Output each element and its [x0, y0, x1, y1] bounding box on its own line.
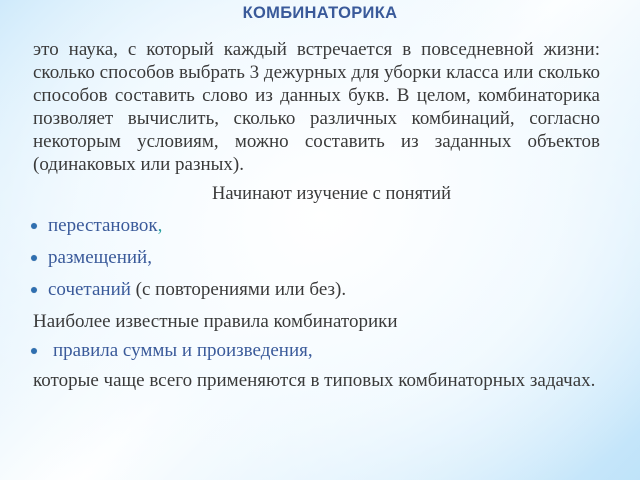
intro-paragraph: это наука, с который каждый встречается в повседневной жизни: сколько способов выбрать 3 дежурных для уборки класса или сколько способов составить слово из данных букв. В целом, комбинаторика позволяет вычислить, сколько различных комбинаций, согласно некоторым условиям, можно составить из заданных объектов (одинаковых или разных).	[33, 39, 600, 175]
concepts-heading: Начинают изучение с понятий	[212, 184, 451, 204]
concepts-list	[31, 214, 600, 302]
rules-heading: Наиболее известные правила комбинаторики	[33, 311, 398, 332]
bullet-icon	[31, 287, 37, 293]
bullet-icon	[31, 348, 37, 354]
rules-term: правила суммы и произведения,	[53, 340, 313, 361]
list-item	[31, 214, 600, 238]
concept-suffix: (с повторениями или без).	[130, 279, 347, 300]
bullet-icon	[31, 255, 37, 261]
list-item	[31, 246, 600, 270]
list-item	[31, 278, 600, 302]
rules-list-item	[31, 339, 600, 363]
concept-term: перестановок	[48, 215, 158, 236]
outro-paragraph: которые чаще всего применяются в типовых комбинаторных задачах.	[33, 370, 596, 391]
concept-suffix: ,	[157, 215, 163, 236]
slide-title: КОМБИНАТОРИКА	[242, 4, 398, 22]
concept-term: сочетаний	[48, 279, 131, 300]
bullet-icon	[31, 223, 37, 229]
concept-term: размещений,	[48, 247, 152, 268]
slide-content	[33, 38, 600, 392]
